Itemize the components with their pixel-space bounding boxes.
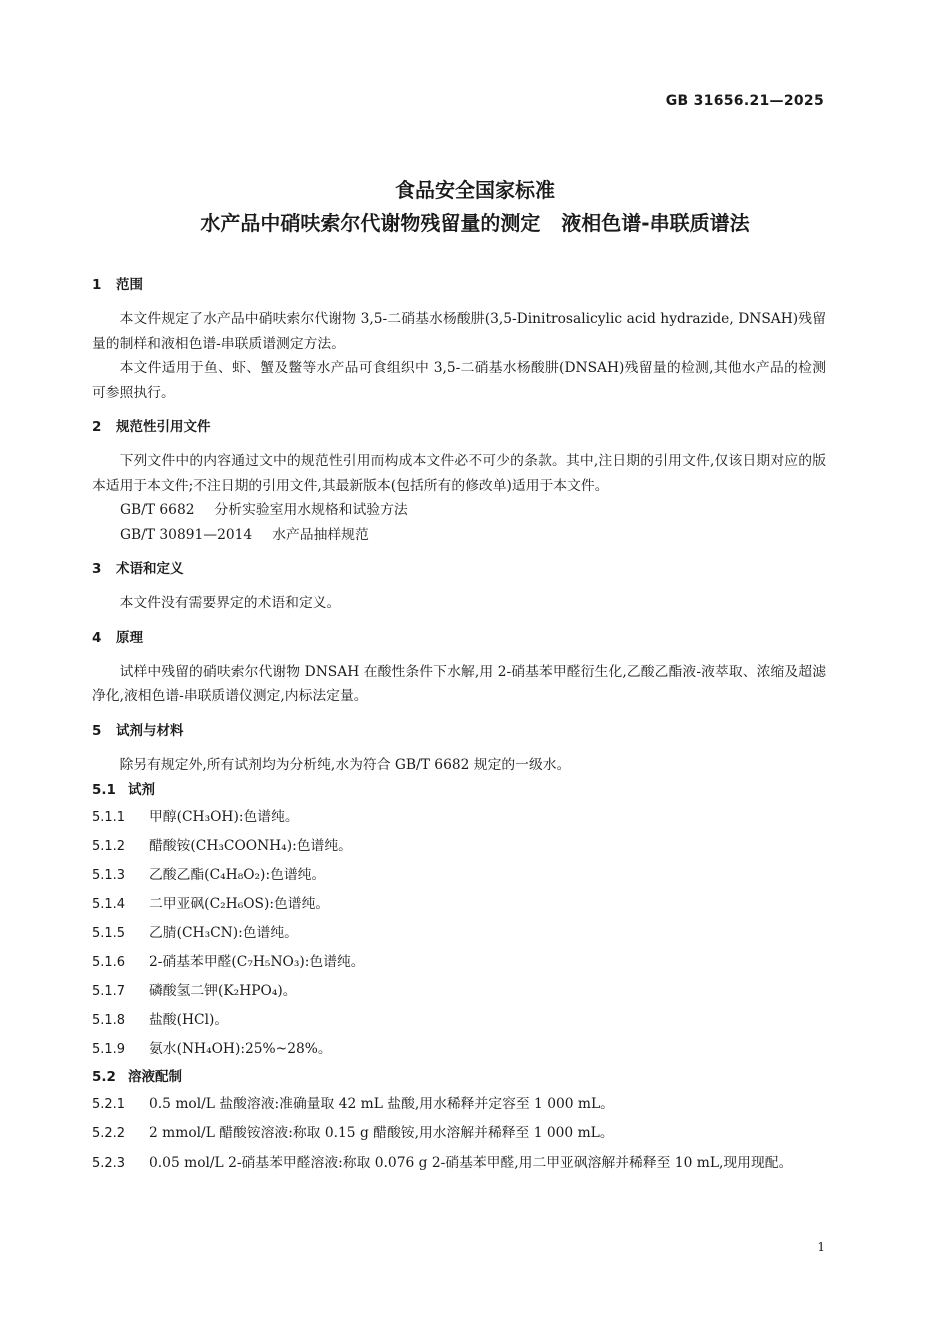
normative-reference	[92, 498, 826, 523]
item-text: 磷酸氢二钾(K₂HPO₄)。	[149, 983, 297, 999]
section-heading-3	[92, 556, 826, 582]
document-body	[92, 272, 826, 1176]
title-line-1: 食品安全国家标准	[395, 178, 555, 202]
item-number: 5.1.8	[92, 1013, 126, 1028]
standard-code: GB 31656.21—2025	[665, 93, 824, 109]
section-title: 规范性引用文件	[116, 419, 211, 435]
item-number: 5.1.2	[92, 839, 126, 854]
list-item	[92, 977, 826, 1006]
item-number: 5.1.7	[92, 984, 126, 999]
item-number: 5.1.1	[92, 810, 126, 825]
section-heading-5	[92, 718, 826, 744]
list-item	[92, 832, 826, 861]
paragraph: 除另有规定外,所有试剂均为分析纯,水为符合 GB/T 6682 规定的一级水。	[119, 756, 571, 773]
item-number: 5.1.6	[92, 955, 126, 970]
paragraph: 本文件规定了水产品中硝呋索尔代谢物 3,5-二硝基水杨酸肼(3,5-Dinitrosalicylic acid hydrazide, DNSAH)残留量的制样和液相色谱-串联质谱测定方法。	[92, 311, 826, 352]
item-text: 0.05 mol/L 2-硝基苯甲醛溶液:称取 0.076 g 2-硝基苯甲醛,用二甲亚砜溶解并稀释至 10 mL,现用现配。	[149, 1155, 793, 1171]
section-number: 4	[92, 629, 102, 646]
list-item	[92, 948, 826, 977]
item-number: 5.1.9	[92, 1042, 126, 1057]
section-heading-2	[92, 414, 826, 440]
list-item	[92, 919, 826, 948]
item-number: 5.2.2	[92, 1126, 126, 1141]
item-text: 二甲亚砜(C₂H₆OS):色谱纯。	[149, 896, 330, 912]
normative-reference	[92, 523, 826, 548]
section-heading-1	[92, 272, 826, 298]
item-text: 2 mmol/L 醋酸铵溶液:称取 0.15 g 醋酸铵,用水溶解并稀释至 1 000 mL。	[149, 1125, 614, 1141]
section-title: 原理	[116, 629, 143, 646]
item-number: 5.2.3	[92, 1156, 126, 1171]
document-title	[0, 174, 950, 240]
section-title: 范围	[116, 277, 143, 293]
section-number: 5	[92, 722, 102, 739]
item-text: 甲醇(CH₃OH):色谱纯。	[149, 809, 299, 825]
section-number: 1	[92, 277, 102, 293]
item-number: 5.1.3	[92, 868, 126, 883]
item-text: 乙酸乙酯(C₄H₈O₂):色谱纯。	[149, 867, 326, 883]
paragraph: 试样中残留的硝呋索尔代谢物 DNSAH 在酸性条件下水解,用 2-硝基苯甲醛衍生化,乙酸乙酯液-液萃取、浓缩及超滤净化,液相色谱-串联质谱仪测定,内标法定量。	[92, 663, 826, 704]
section-title: 术语和定义	[116, 561, 184, 577]
section-title: 溶液配制	[128, 1069, 182, 1085]
section-number: 5.2	[92, 1069, 116, 1085]
list-item	[92, 803, 826, 832]
section-title: 试剂与材料	[116, 722, 184, 739]
subsection-heading-5-1	[92, 777, 826, 803]
list-item	[92, 1035, 826, 1064]
section-number: 5.1	[92, 782, 116, 798]
item-text: 醋酸铵(CH₃COONH₄):色谱纯。	[149, 838, 352, 854]
item-text: 盐酸(HCl)。	[149, 1012, 229, 1028]
page-number: 1	[817, 1240, 825, 1254]
list-item	[92, 890, 826, 919]
item-text: 乙腈(CH₃CN):色谱纯。	[149, 925, 298, 941]
subsection-heading-5-2	[92, 1064, 826, 1090]
reference-code: GB/T 6682	[120, 502, 195, 518]
list-item	[92, 1119, 826, 1148]
reference-title: 水产品抽样规范	[272, 526, 369, 543]
section-number: 2	[92, 419, 102, 435]
item-text: 氨水(NH₄OH):25%~28%。	[149, 1041, 332, 1057]
section-title: 试剂	[128, 782, 155, 798]
item-number: 5.2.1	[92, 1097, 126, 1112]
reference-code: GB/T 30891—2014	[120, 526, 253, 543]
paragraph: 本文件适用于鱼、虾、蟹及鳖等水产品可食组织中 3,5-二硝基水杨酸肼(DNSAH)残留量的检测,其他水产品的检测可参照执行。	[92, 360, 826, 401]
paragraph: 下列文件中的内容通过文中的规范性引用而构成本文件必不可少的条款。其中,注日期的引用文件,仅该日期对应的版本适用于本文件;不注日期的引用文件,其最新版本(包括所有的修改单)适用于本文件。	[92, 453, 826, 494]
list-item	[92, 861, 826, 890]
item-number: 5.1.4	[92, 897, 126, 912]
item-text: 2-硝基苯甲醛(C₇H₅NO₃):色谱纯。	[149, 954, 365, 970]
section-number: 3	[92, 561, 102, 577]
item-number: 5.1.5	[92, 926, 126, 941]
item-text: 0.5 mol/L 盐酸溶液:准确量取 42 mL 盐酸,用水稀释并定容至 1 000 mL。	[149, 1096, 614, 1112]
section-heading-4	[92, 625, 826, 651]
reference-title: 分析实验室用水规格和试验方法	[214, 502, 408, 518]
list-item	[92, 1090, 826, 1119]
list-item	[92, 1151, 826, 1176]
paragraph: 本文件没有需要界定的术语和定义。	[119, 595, 341, 611]
list-item	[92, 1006, 826, 1035]
title-line-2: 水产品中硝呋索尔代谢物残留量的测定 液相色谱-串联质谱法	[200, 211, 750, 235]
